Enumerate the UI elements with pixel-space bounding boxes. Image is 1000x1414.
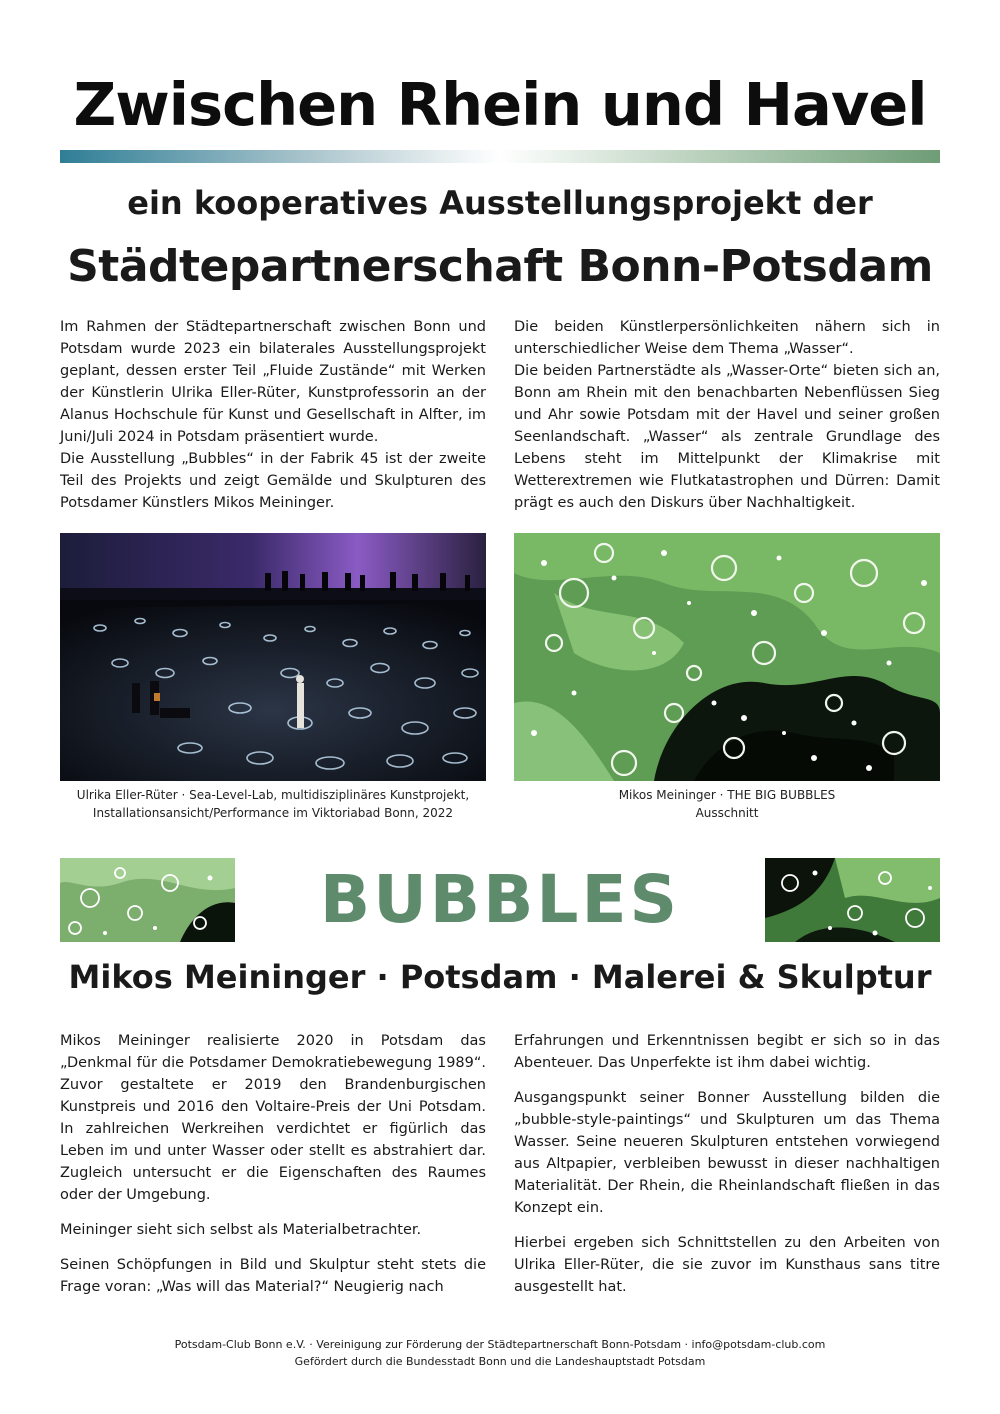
footer-line-2: Gefördert durch die Bundesstadt Bonn und die Landeshauptstadt Potsdam bbox=[294, 1355, 706, 1368]
caption-right bbox=[514, 786, 940, 822]
page-title: Zwischen Rhein und Havel bbox=[73, 70, 927, 139]
body-right-paragraph-2: Ausgangspunkt seiner Bonner Ausstellung bilden die „bubble-style-paintings“ und Skulpturen um das Thema Wasser. Seine neueren Skulpturen entstehen vorwiegend aus Altpapier, verbleiben bewusst in dieser nachhaltigen Materialität. Der Rhein, die Rheinlandschaft fließen in das Konzept ein. bbox=[514, 1090, 940, 1216]
installation-photo bbox=[60, 533, 486, 781]
caption-left bbox=[60, 786, 486, 822]
title-gradient-rule bbox=[60, 150, 940, 163]
bubble-painting-strip-right bbox=[765, 858, 940, 942]
subtitle-line-1: ein kooperatives Ausstellungsprojekt der bbox=[127, 184, 873, 222]
bubble-painting-photo bbox=[514, 533, 940, 781]
body-left-column bbox=[60, 1030, 486, 1298]
caption-left-line-1: Ulrika Eller-Rüter · Sea-Level-Lab, multidisziplinäres Kunstprojekt, bbox=[76, 788, 470, 802]
subtitle-line-2: Städtepartnerschaft Bonn-Potsdam bbox=[67, 241, 933, 292]
caption-right-line-2: Ausschnitt bbox=[695, 806, 759, 820]
body-left-paragraph-1: Mikos Meininger realisierte 2020 in Potsdam das „Denkmal für die Potsdamer Demokratiebewegung 1989“. Zuvor gestaltete er 2019 den Brandenburgischen Kunstpreis und 2016 den Voltaire-Preis der Uni Potsdam. In zahlreichen Werkreihen verdichtet er figürlich das Leben im und unter Wasser oder stellt es abstrahiert dar. Zugleich untersucht er die Eigenschaften des Raumes oder der Umgebung. bbox=[60, 1033, 486, 1203]
intro-left-column bbox=[60, 316, 486, 514]
caption-left-line-2: Installationsansicht/Performance im Viktoriabad Bonn, 2022 bbox=[92, 806, 454, 820]
body-right-column bbox=[514, 1030, 940, 1298]
intro-right-column bbox=[514, 316, 940, 514]
intro-right-paragraph-1: Die beiden Künstlerpersönlichkeiten nähern sich in unterschiedlicher Weise dem Thema „Wasser“. bbox=[514, 319, 940, 357]
body-right-paragraph-1: Erfahrungen und Erkenntnissen begibt er sich so in das Abenteuer. Das Unperfekte ist ihm dabei wichtig. bbox=[514, 1033, 940, 1071]
body-right-paragraph-3: Hierbei ergeben sich Schnittstellen zu den Arbeiten von Ulrika Eller-Rüter, die sie zuvor im Kunsthaus sans titre ausgestellt hat. bbox=[514, 1235, 940, 1295]
exhibition-title: BUBBLES bbox=[319, 861, 681, 938]
intro-right-paragraph-2: Die beiden Partnerstädte als „Wasser-Orte“ bieten sich an, Bonn am Rhein mit den benachbarten Nebenflüssen Sieg und Ahr sowie Potsdam mit der Havel und seiner großen Seenlandschaft. „Wasser“ als zentrale Grundlage des Lebens steht im Mittelpunkt der Klimakrise mit Wetterextremen wie Flutkatastrophen und Dürren: Damit prägt es auch den Diskurs über Nachhaltigkeit. bbox=[514, 363, 940, 511]
intro-left-paragraph-1: Im Rahmen der Städtepartnerschaft zwischen Bonn und Potsdam wurde 2023 ein bilaterales Ausstellungsprojekt geplant, dessen erster Teil „Fluide Zustände“ mit Werken der Künstlerin Ulrika Eller-Rüter, Kunstprofessorin an der Alanus Hochschule für Kunst und Gesellschaft in Alfter, im Juni/Juli 2024 in Potsdam präsentiert wurde. bbox=[60, 319, 486, 445]
body-left-paragraph-2: Meininger sieht sich selbst als Materialbetrachter. bbox=[60, 1222, 422, 1238]
footer-line-1: Potsdam-Club Bonn e.V. · Vereinigung zur Förderung der Städtepartnerschaft Bonn-Potsdam · info@potsdam-club.com bbox=[174, 1338, 826, 1351]
artist-line: Mikos Meininger · Potsdam · Malerei & Skulptur bbox=[68, 958, 932, 996]
body-left-paragraph-3: Seinen Schöpfungen in Bild und Skulptur steht stets die Frage voran: „Was will das Material?“ Neugierig nach bbox=[60, 1257, 486, 1295]
caption-right-line-1: Mikos Meininger · THE BIG BUBBLES bbox=[618, 788, 836, 802]
intro-left-paragraph-2: Die Ausstellung „Bubbles“ in der Fabrik 45 ist der zweite Teil des Projekts und zeigt Gemälde und Skulpturen des Potsdamer Künstlers Mikos Meininger. bbox=[60, 451, 486, 511]
bubble-painting-strip-left bbox=[60, 858, 235, 942]
